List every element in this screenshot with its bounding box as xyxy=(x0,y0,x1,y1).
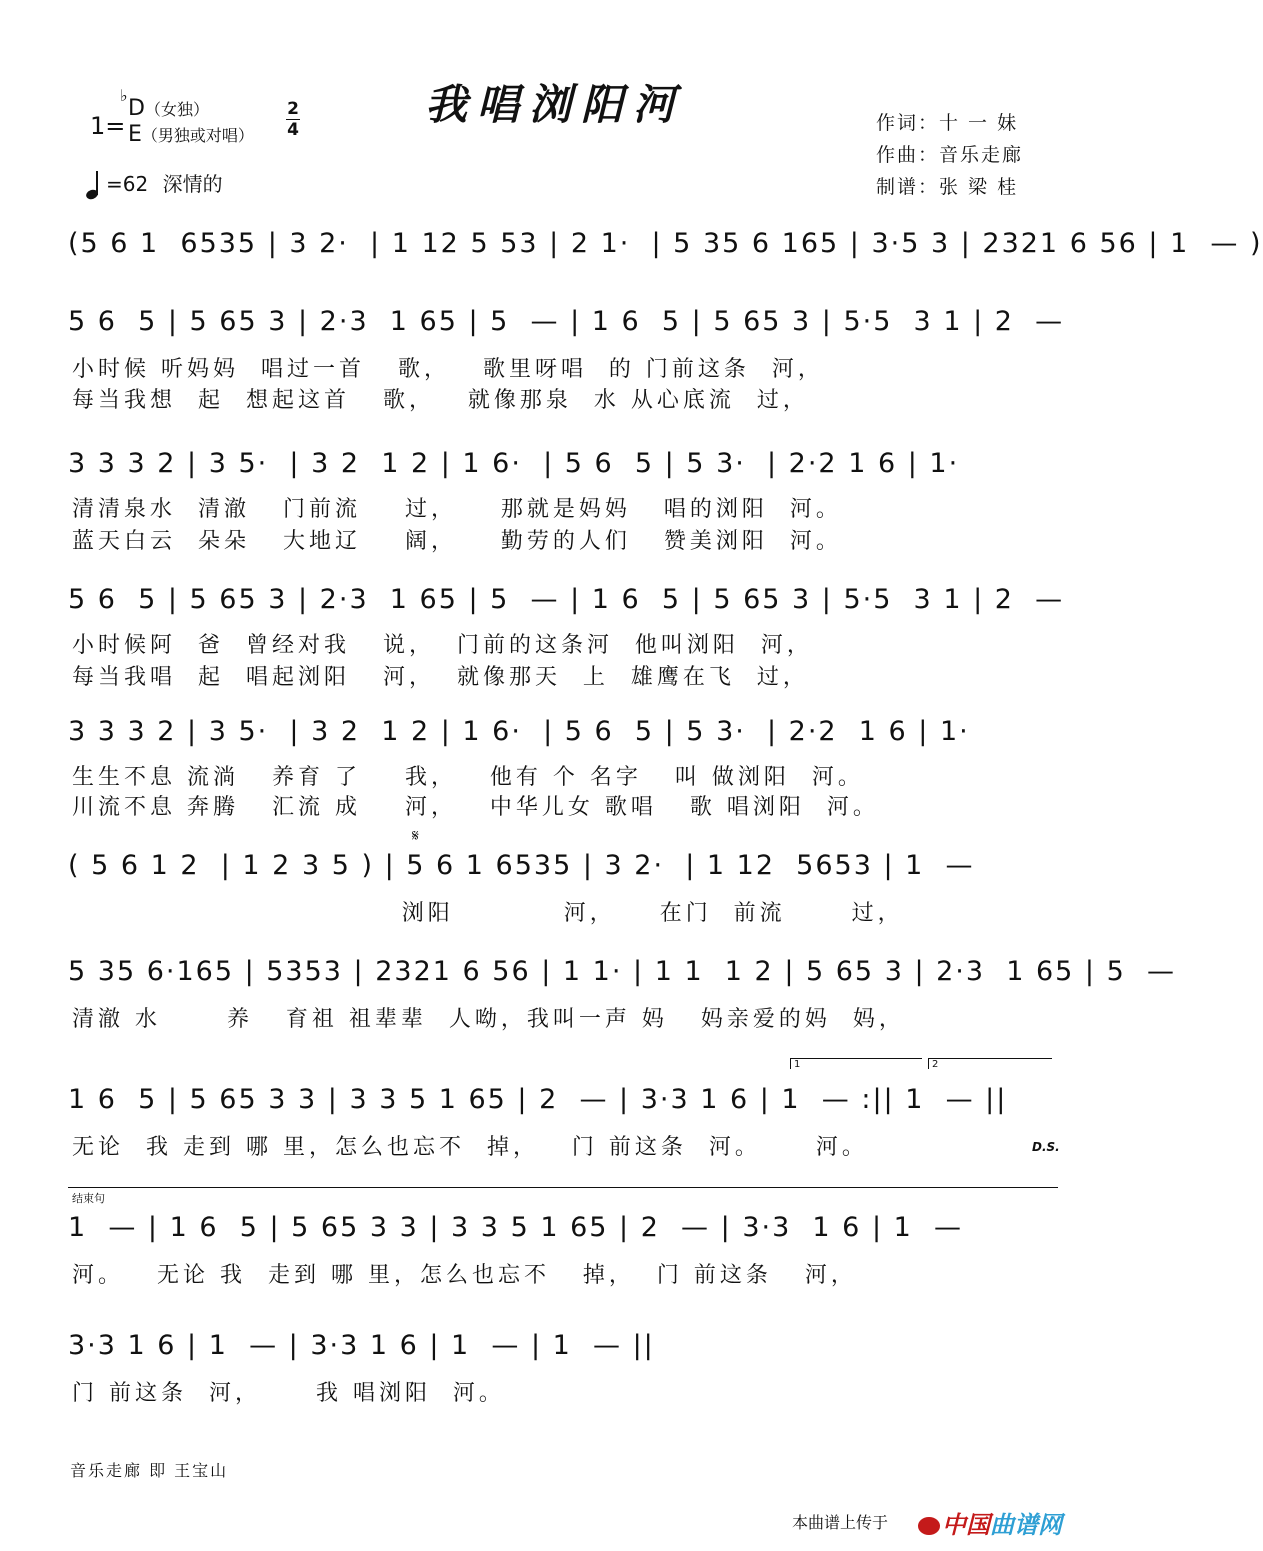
key-line-1 xyxy=(128,96,209,121)
system-2-lyrics-2: 每当我想 起 想起这首 歌， 就像那泉 水 从心底流 过， xyxy=(72,388,809,413)
system-9-lyrics-1: 河。 无论 我 走到 哪 里，怎么也忘不 掉， 门 前这条 河， xyxy=(72,1263,857,1288)
volta-2: 2 xyxy=(928,1058,1052,1069)
system-6-notes: ( 5 6 1 2 | 1 2 3 5 ) | 5 6 1 6535 | 3 2· | 1 12 5653 | 1 — xyxy=(68,850,975,881)
system-3-lyrics-1: 清清泉水 清澈 门前流 过， 那就是妈妈 唱的浏阳 河。 xyxy=(72,497,842,522)
key-note-e: E xyxy=(128,122,142,147)
system-3-notes: 3 3 3 2 | 3 5· | 3 2 1 2 | 1 6· | 5 6 5 | 5 3· | 2·2 1 6 | 1· xyxy=(68,448,960,479)
segno-sign: 𝄋 xyxy=(412,826,419,845)
system-7-notes: 5 35 6·165 | 5353 | 2321 6 56 | 1 1· | 1 1 1 2 | 5 65 3 | 2·3 1 65 | 5 — xyxy=(68,956,1176,987)
credit-composer: 作曲：音乐走廊 xyxy=(876,144,1024,166)
system-10-lyrics-1: 门 前这条 河， 我 唱浏阳 河。 xyxy=(72,1381,505,1406)
key-note-d: D xyxy=(128,96,145,121)
system-3-lyrics-2: 蓝天白云 朵朵 大地辽 阔， 勤劳的人们 赞美浏阳 河。 xyxy=(72,529,842,554)
volta-1: 1 xyxy=(790,1058,922,1069)
system-4-lyrics-2: 每当我唱 起 唱起浏阳 河， 就像那天 上 雄鹰在飞 过， xyxy=(72,665,809,690)
key-line-2 xyxy=(128,122,254,147)
system-6-lyrics-1: 浏阳 河， 在门 前流 过， xyxy=(72,901,904,926)
time-bottom: 4 xyxy=(287,120,299,140)
key-role-male: （男独或对唱） xyxy=(141,126,254,145)
tempo-marking xyxy=(86,168,223,199)
system-5-lyrics-2: 川流不息 奔腾 汇流 成 河， 中华儿女 歌唱 歌 唱浏阳 河。 xyxy=(72,795,879,820)
system-4-lyrics-1: 小时候阿 爸 曾经对我 说， 门前的这条河 他叫浏阳 河， xyxy=(72,633,813,658)
system-7-lyrics-1: 清澈 水 养 育祖 祖辈辈 人呦，我叫一声 妈 妈亲爱的妈 妈， xyxy=(72,1007,905,1032)
system-4-notes: 5 6 5 | 5 65 3 | 2·3 1 65 | 5 — | 1 6 5 | 5 65 3 | 5·5 3 1 | 2 — xyxy=(68,584,1065,615)
upload-text: 本曲谱上传于 xyxy=(792,1513,889,1532)
system-8-lyrics-1: 无论 我 走到 哪 里，怎么也忘不 掉， 门 前这条 河。 河。 xyxy=(72,1135,868,1160)
logo-text-qp: 曲谱网 xyxy=(990,1511,1062,1539)
key-flat-sign: ♭ xyxy=(120,86,128,105)
page-title: 我唱浏阳河 xyxy=(424,80,685,129)
tempo-expression: 深情的 xyxy=(162,172,223,196)
ending-label: 结束句 xyxy=(72,1192,105,1205)
author-note: 音乐走廊 即 王宝山 xyxy=(70,1461,229,1480)
key-role-female: （女独） xyxy=(144,100,209,119)
credit-arranger: 制谱：张 梁 桂 xyxy=(876,176,1019,198)
system-8-notes: 1 6 5 | 5 65 3 3 | 3 3 5 1 65 | 2 — | 3·3 1 6 | 1 — :|| 1 — || xyxy=(68,1084,1008,1115)
time-signature xyxy=(286,100,300,139)
key-prefix: 1= xyxy=(90,112,126,140)
system-10-notes: 3·3 1 6 | 1 — | 3·3 1 6 | 1 — | 1 — || xyxy=(68,1330,655,1361)
system-2-lyrics-1: 小时候 听妈妈 唱过一首 歌， 歌里呀唱 的 门前这条 河， xyxy=(72,357,824,382)
ds-marking: D.S. xyxy=(1032,1140,1060,1154)
logo-text-cn: 中国 xyxy=(942,1511,990,1539)
system-5-lyrics-1: 生生不息 流淌 养育 了 我， 他有 个 名字 叫 做浏阳 河。 xyxy=(72,765,864,790)
ending-divider xyxy=(68,1187,1058,1188)
tempo-value: =62 xyxy=(106,172,149,196)
credit-lyricist: 作词：十 一 妹 xyxy=(876,112,1019,134)
system-2-notes: 5 6 5 | 5 65 3 | 2·3 1 65 | 5 — | 1 6 5 | 5 65 3 | 5·5 3 1 | 2 — xyxy=(68,306,1065,337)
system-5-notes: 3 3 3 2 | 3 5· | 3 2 1 2 | 1 6· | 5 6 5 | 5 3· | 2·2 1 6 | 1· xyxy=(68,716,970,747)
site-logo[interactable] xyxy=(918,1505,1062,1540)
system-9-notes: 1 — | 1 6 5 | 5 65 3 3 | 3 3 5 1 65 | 2 — | 3·3 1 6 | 1 — xyxy=(68,1212,963,1243)
time-top: 2 xyxy=(287,99,299,119)
quarter-note-icon xyxy=(86,171,102,199)
system-1-notes: (5 6 1 6535 | 3 2· | 1 12 5 53 | 2 1· | 5 35 6 165 | 3·5 3 | 2321 6 56 | 1 — ) xyxy=(68,228,1263,259)
logo-icon xyxy=(918,1517,940,1535)
